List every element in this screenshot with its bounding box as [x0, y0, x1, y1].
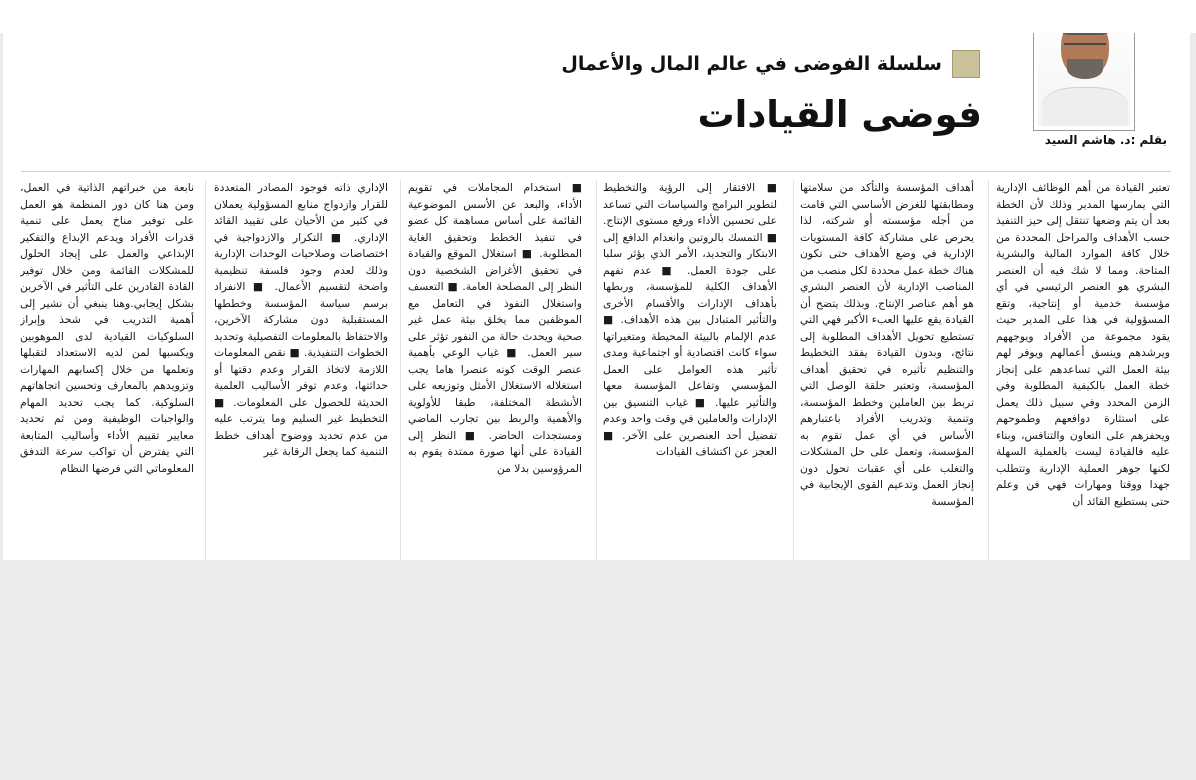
column-text: ■ استخدام المجاملات في تقويم الأداء، والبعد عن الأسس الموضوعية القائمة على أساس مساهمة كل عضو في تنفيذ الخطط وتحقيق الغاية المطلوبة. ■ استغلال الموقع والقيادة في تحقيق الأغراض الشخصية دون النظر إلى المصلحة العامة. ■ التعسف واستغلال النفوذ في التعامل مع الموظفين مما يخلق بيئة عمل غير صحية ويحدث حالة من النفور تؤثر على سير العمل. ■ غياب الوعي بأهمية عنصر الوقت كونه عنصرا هاما يجب استغلاله الاستغلال الأمثل وتوزيعه على الأنشطة المختلفة، طبقا للأولوية والأهمية والربط بين تجارب الماضي ومستجدات الحاضر. ■ النظر إلى القيادة على أنها صورة ممتدة يقوم به المرؤوسين بدلا من	[408, 181, 582, 475]
column-divider	[205, 180, 206, 560]
series-header	[561, 48, 980, 80]
series-title: سلسلة الفوضى في عالم المال والأعمال	[561, 53, 942, 75]
article-column-3	[603, 180, 777, 560]
author-beard	[1067, 59, 1103, 79]
newspaper-page	[3, 33, 1190, 560]
author-byline: بقلم :د. هاشم السيد	[1044, 133, 1167, 147]
column-divider	[596, 180, 597, 560]
column-text: تعتبر القيادة من أهم الوظائف الإدارية التي يمارسها المدير وذلك لأن الخطة بعد أن يتم وضعها تنتقل إلى حيز التنفيذ حسب الأهداف والمراحل المحددة من خلال كافة الموارد المالية والبشرية المتاحة. ومما لا شك فيه أن العنصر البشري هو العنصر الرئيسي في أي مؤسسة خدمية أو إنتاجية، وتقع المسؤولية في هذا على المدير حيث يقود مجموعة من الأفراد ويوجههم ويرشدهم وينسق أعمالهم ويوفر لهم بيئة العمل التي تساعدهم على إنجاز خطة العمل بالكيفية المطلوبة وفي الزمن المحدد وفي سبيل ذلك يعمل على استثارة دوافعهم وطموحهم ويحفزهم على التعاون والتنافس، وبناء عليه فالقيادة ليست بالعملية السهلة لكنها جوهر العملية الإدارية وتتطلب جهدا ووقتا ومهارات فهي فن وعلم حتى يستطيع القائد أن	[996, 181, 1170, 508]
header-rule	[21, 171, 1171, 172]
column-text: الإداري ذاته فوجود المصادر المتعددة للقرار وازدواج منابع المسؤولية يعملان في كثير من الأحيان على تقييد القائد الإداري. ■ التكرار والازدواجية في اختصاصات وصلاحيات الوحدات الإدارية وذلك لعدم وجود فلسفة تنظيمية واضحة لتقسيم الأعمال. ■ الانفراد برسم سياسة المؤسسة وخططها المستقبلية دون مشاركة الآخرين، والاحتفاظ بالمعلومات التفصيلية وتحديد الخطوات التنفيذية. ■ نقص المعلومات اللازمة لاتخاذ القرار وعدم دقتها أو حداثتها، وعدم توفر الأساليب العلمية الحديثة للحصول على المعلومات. ■ التخطيط غير السليم وما يترتب عليه من عدم تحديد ووضوح أهداف خطط التنمية كما يجعل الرقابة غير	[214, 181, 388, 458]
article-column-2	[800, 180, 974, 560]
column-text: أهداف المؤسسة والتأكد من سلامتها ومطابقتها للغرض الأساسي التي قامت من أجله مؤسسته أو شركته، لذا يحرص على مشاركة كافة المستويات الإدارية في وضع الأهداف حتى تكون هناك خطة عمل محددة لكل منصب من المناصب الإدارية لأن العنصر البشري هو أهم عناصر الإنتاج. وبذلك يتضح أن القيادة يقع عليها العبء الأكبر فهي التي تستطيع تحويل الأهداف المطلوبة إلى نتائج، وبدون القيادة يفقد التخطيط والتنظيم تأثيره في تحقيق أهداف المؤسسة، وتعتبر حلقة الوصل التي تربط بين العاملين وخطط المؤسسة، وتنمية وتدريب الأفراد باعتبارهم الأساس في أي عمل تقوم به المؤسسة، وتعمل على حل المشكلات والتغلب على أي عقبات تحول دون إنجاز العمل وتدعيم القوى الإيجابية في المؤسسة	[800, 181, 974, 508]
series-square-icon	[952, 50, 980, 78]
author-photo-frame	[1033, 33, 1135, 131]
column-text: نابعة من خبراتهم الذاتية في العمل، ومن هنا كان دور المنظمة هو العمل على توفير مناخ يعمل على تنمية قدرات الأفراد ويدعم الإبداع والتفكير الإبداعي والعمل على إيجاد الحلول للمشكلات القائمة ومن خلال توفير القادة القادرين على التأثير في الآخرين بشكل إيجابي.وهنا ينبغي أن نشير إلى أهمية التدريب في شحذ وإبراز السلوكيات القيادية لدى الموهوبين ويكسبها لمن لديه الاستعداد لتقبلها وتعلمها من خلال إكسابهم المهارات وتزويدهم بالمعارف وتحسين اتجاهاتهم السلوكية. كما يجب تحديد المهام والواجبات الوظيفية ومن ثم تحديد معايير تقييم الأداء وأساليب المتابعة التي يفترض أن تواكب سرعة التدفق المعلوماتي التي فرضها النظام	[20, 181, 194, 475]
article-column-5	[214, 180, 388, 560]
column-text: ■ الافتقار إلى الرؤية والتخطيط لتطوير البرامج والسياسات التي تساعد على تحسين الأداء ورفع مستوى الإنتاج. ■ التمسك بالروتين وانعدام الدافع إلى الابتكار والتجديد، الأمر الذي يؤثر سلبا على جودة العمل. ■ عدم تفهم الأهداف الكلية للمؤسسة، وربطها بأهداف الإدارات والأقسام الأخرى والتأثير المتبادل بين هذه الأهداف. ■ عدم الإلمام بالبيئة المحيطة ومتغيراتها سواء كانت اقتصادية أو اجتماعية ومدى تأثير هذه العوامل على العمل المؤسسي وتفاعل المؤسسة معها والتأثير عليها. ■ غياب التنسيق بين الإدارات والعاملين في وقت واحد وعدم تفضيل أحد العنصرين على الآخر. ■ العجز عن اكتشاف القيادات	[603, 181, 777, 458]
author-glasses	[1064, 43, 1106, 54]
author-thobe	[1042, 87, 1128, 126]
author-photo	[1038, 33, 1130, 126]
article-column-6	[20, 180, 194, 560]
column-divider	[793, 180, 794, 560]
author-hair	[1061, 33, 1109, 35]
column-divider	[400, 180, 401, 560]
column-divider	[988, 180, 989, 560]
top-strip	[0, 0, 1196, 33]
article-column-4	[408, 180, 582, 560]
article-title: فوضى القيادات	[697, 93, 982, 136]
article-column-1	[996, 180, 1170, 560]
